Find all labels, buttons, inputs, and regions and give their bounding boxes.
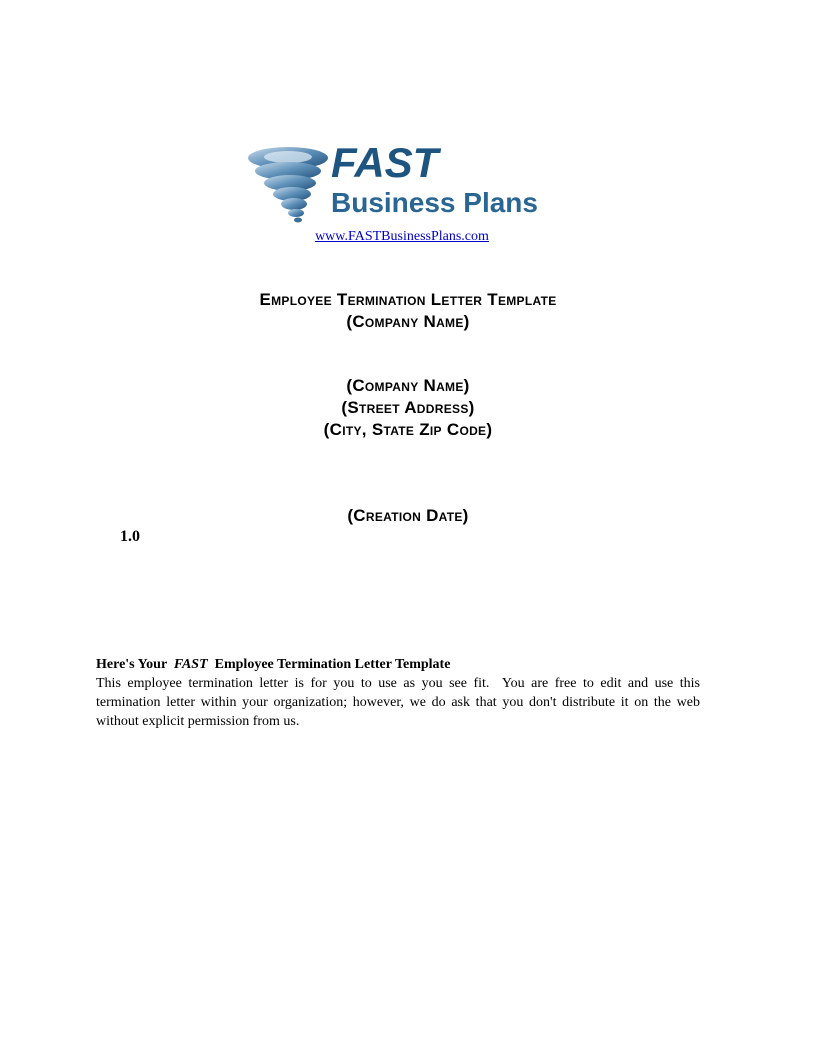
version-number: 1.0 — [120, 528, 140, 545]
document-title: Employee Termination Letter Template — [259, 290, 557, 309]
intro-heading — [96, 655, 700, 674]
intro-heading-prefix: Here's Your — [96, 657, 167, 672]
logo-wordmark-business-plans: Business Plans — [331, 187, 538, 218]
address-street: (Street Address) — [341, 398, 475, 417]
website-link[interactable]: www.FASTBusinessPlans.com — [315, 229, 489, 244]
intro-body: This employee termination letter is for you to use as you see fit. You are free to edit and use this termination letter within your organization; however, we do ask that you don't distribute it on the web without explicit permission from us. — [96, 676, 704, 729]
company-logo — [244, 139, 574, 226]
intro-heading-suffix: Employee Termination Letter Template — [214, 657, 451, 672]
address-city-state-zip: (City, State Zip Code) — [323, 420, 493, 439]
address-company-name: (Company Name) — [346, 376, 470, 395]
intro-heading-fast: FAST — [173, 657, 208, 672]
creation-date: (Creation Date) — [347, 506, 469, 525]
intro-section — [96, 655, 704, 731]
tornado-icon — [244, 142, 328, 226]
title-company-name: (Company Name) — [346, 312, 470, 331]
logo-wordmark-fast: FAST — [331, 139, 439, 186]
